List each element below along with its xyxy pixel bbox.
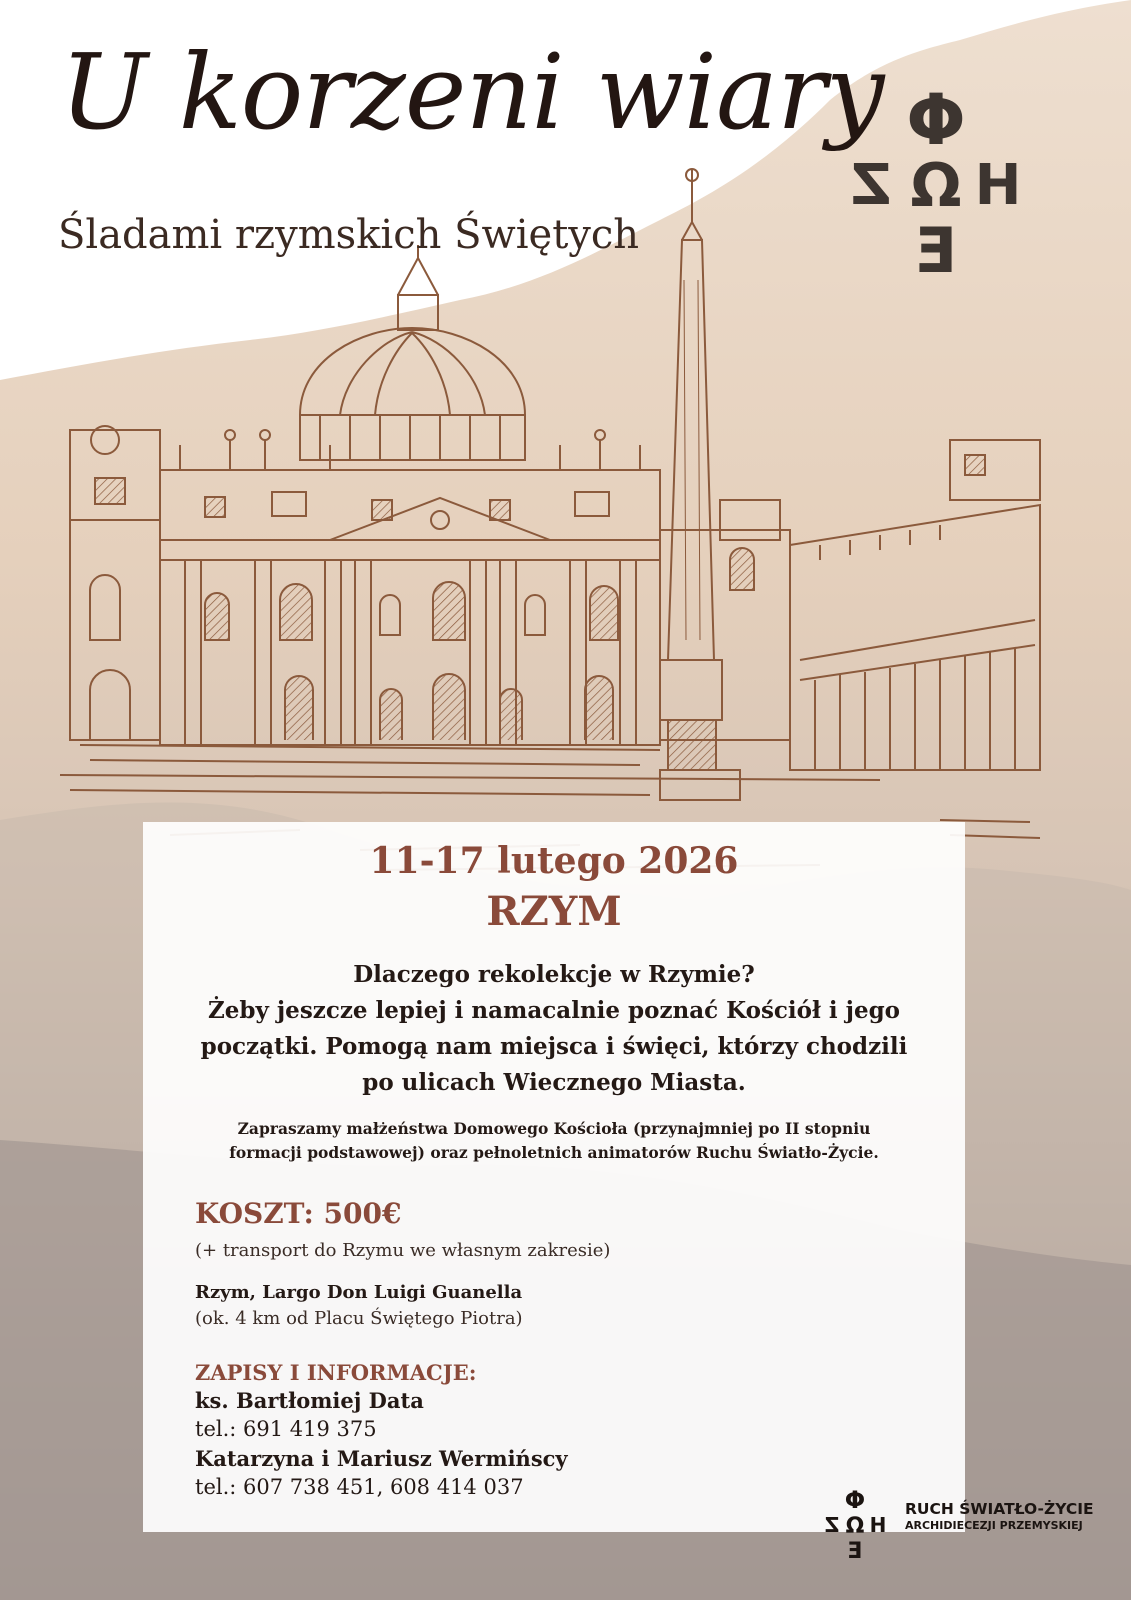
footer-logo-epsilon: E	[847, 1539, 863, 1562]
poster-subtitle: Śladami rzymskich Świętych	[58, 212, 640, 258]
cost-note: (+ transport do Rzymu we własnym zakresie)	[195, 1240, 611, 1261]
description-paragraph	[183, 957, 925, 1101]
logo-epsilon: E	[914, 214, 958, 282]
contact-heading: ZAPISY I INFORMACJE:	[195, 1360, 477, 1385]
footer-logo-zeta: Z	[824, 1513, 840, 1537]
description-line: Żeby jeszcze lepiej i namacalnie poznać Kościół i jego	[207, 997, 900, 1024]
description-line: Dlaczego rekolekcje w Rzymie?	[353, 961, 755, 988]
logo-eta: H	[974, 153, 1022, 218]
contact-name: ks. Bartłomiej Data	[195, 1388, 424, 1413]
invitation-paragraph	[183, 1117, 925, 1165]
footer-logo-omega: Ω	[845, 1514, 865, 1539]
invitation-line: formacji podstawowej) oraz pełnoletnich animatorów Ruchu Światło-Życie.	[229, 1143, 879, 1162]
event-dates: 11-17 lutego 2026	[369, 840, 739, 882]
footer-organization-name: RUCH ŚWIATŁO-ŻYCIE	[905, 1500, 1094, 1518]
invitation-line: Zapraszamy małżeństwa Domowego Kościoła (przynajmniej po II stopniu	[237, 1119, 871, 1138]
contact-name: Katarzyna i Mariusz Wermińscy	[195, 1446, 568, 1471]
info-card	[143, 822, 965, 1532]
event-city: RZYM	[486, 888, 622, 935]
venue-address: Rzym, Largo Don Luigi Guanella	[195, 1282, 523, 1303]
logo-phi: Φ	[906, 82, 966, 161]
contact-phone: tel.: 691 419 375	[195, 1417, 377, 1441]
logo-zeta: Z	[850, 153, 892, 218]
footer-logo-icon	[820, 1486, 890, 1562]
footer-logo-eta: H	[869, 1513, 887, 1537]
footer-organization-sub: ARCHIDIECEZJI PRZEMYSKIEJ	[905, 1519, 1083, 1532]
light-life-logo-icon	[846, 82, 1026, 282]
cost-label: KOSZT: 500€	[195, 1197, 402, 1230]
description-line: po ulicach Wiecznego Miasta.	[362, 1069, 746, 1096]
poster-title: U korzeni wiary	[60, 31, 884, 153]
footer-logo-phi: Φ	[844, 1486, 866, 1514]
description-line: początki. Pomogą nam miejsca i święci, którzy chodzili	[200, 1033, 908, 1060]
venue-note: (ok. 4 km od Placu Świętego Piotra)	[195, 1308, 523, 1329]
logo-omega: Ω	[910, 151, 962, 221]
contact-phone: tel.: 607 738 451, 608 414 037	[195, 1475, 524, 1499]
